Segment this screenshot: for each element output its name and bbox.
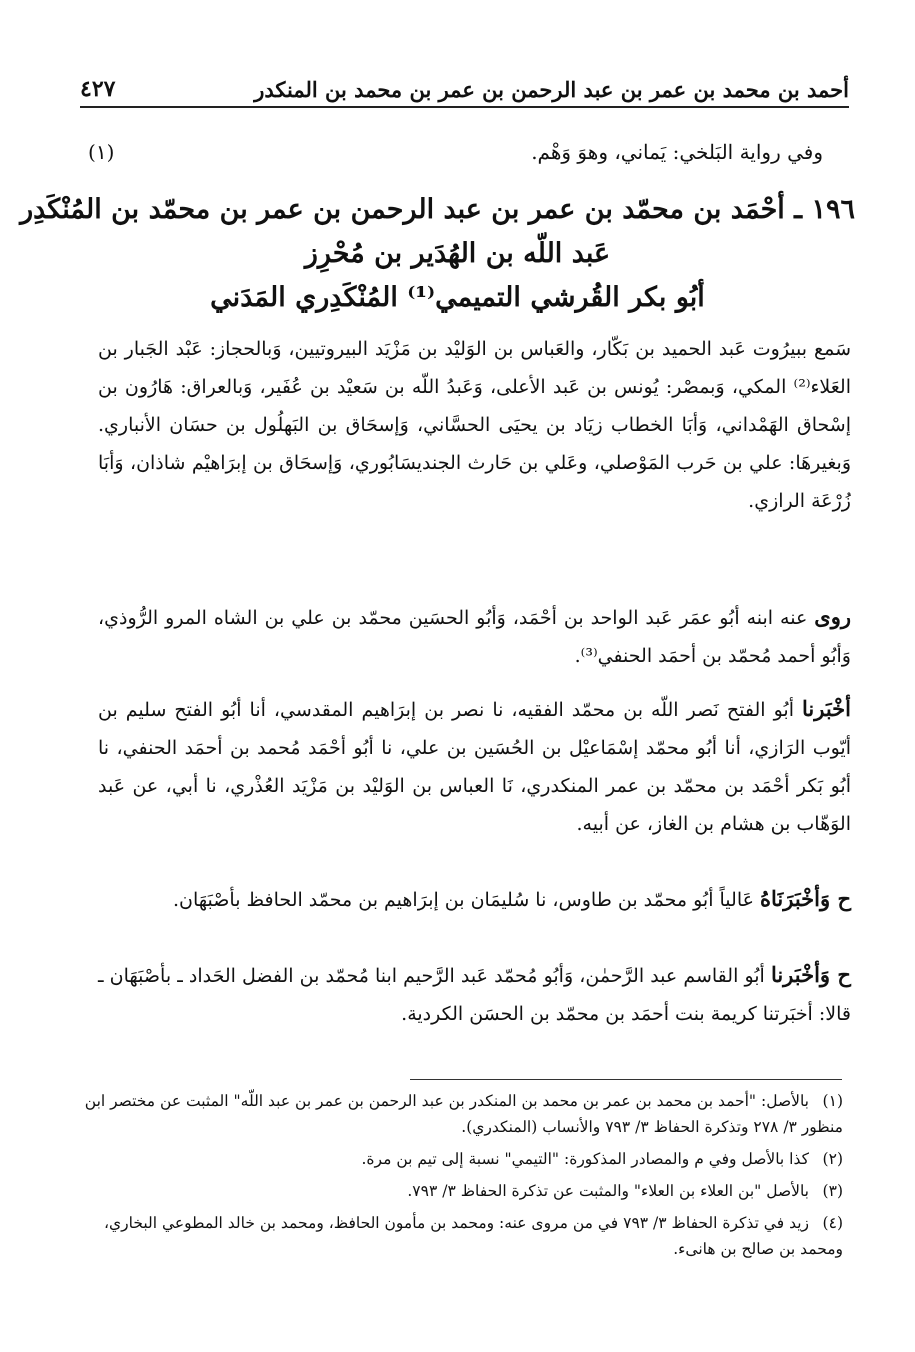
footnote-text: زيد في تذكرة الحفاظ ٣/ ٧٩٣ في من مروى عنه: ومحمد بن مأمون الحافظ، ومحمد بن خالد المطوعي البخاري، ومحمد بن صالح بن هانىء. bbox=[104, 1214, 843, 1258]
entry-title-line-2: عَبد اللّه بن الهُدَير بن مُحْرِز bbox=[304, 238, 611, 269]
footnote bbox=[82, 1178, 843, 1204]
page-number: ٤٢٧ bbox=[80, 76, 116, 102]
footnote-number: (٣) bbox=[822, 1182, 843, 1200]
footnote-divider bbox=[410, 1079, 842, 1080]
footnote-text: بالأصل: "أحمد بن محمد بن عمر بن محمد بن المنكدر بن عبد الرحمن بن عمر بن عبد اللّه" المثبت عن مختصر ابن منظور ٣/ ٢٧٨ وتذكرة الحفاظ ٣/ ٧٩٣ والأنساب (المنكدري). bbox=[84, 1092, 843, 1136]
top-continuation-note bbox=[88, 140, 823, 174]
paragraph-lead: ح وَأخْبَرنا bbox=[770, 962, 851, 987]
paragraph-narrators bbox=[98, 598, 851, 675]
footnotes bbox=[82, 1088, 843, 1268]
footnote bbox=[82, 1088, 843, 1140]
footnote-text: بالأصل "بن العلاء بن العلاء" والمثبت عن تذكرة الحفاظ ٣/ ٧٩٣. bbox=[407, 1182, 809, 1200]
paragraph-body: أبُو الفتح نَصر اللّه بن محمّد الفقيه، نا نصر بن إبرَاهيم المقدسي، أنا أبُو الفتح سليم بن أيّوب الرَازي، أنا أبُو محمّد إسْمَاعيْل بن الحُسَين بن علي، نا أبُو أحْمَد مُحمد بن أحمَد الحنفي، نا أبُو بَكر أحْمَد بن محمّد بن عمر المنكدري، نَا العباس بن الوَليْد بن مَزْيَد العُذْري، نا أبي، عن عَبد الوَهّاب بن هشام بن الغاز، عن أبيه. bbox=[98, 699, 851, 835]
footnote-number: (١) bbox=[822, 1092, 843, 1110]
paragraph-teachers: سَمع ببيرُوت عَبد الحميد بن بَكّار، والعَباس بن الوَليْد بن مَزْيَد البيروتيين، وَبالحجاز: عَبْد الجَبار بن العَلاء⁽²⁾ المكي، وَبمصْر: يُونس بن عَبد الأعلى، وَعَبدُ اللّه بن سَعيْد بن عُفَير، وَبالعراق: هَارُون بن إسْحاق الهَمْداني، وَأبَا الخطاب زيَاد بن يحيَى الحسَّاني، وَإسحَاق بن البَهلُول بن حسَان الأنباري. وَبغيرهَا: علي بن حَرب المَوْصلي، وعَلي بن حَارث الجنديسَابُوري، وَإسحَاق بن إبرَاهيْم شاذان، وَأبَا زُرْعَة الرازي. bbox=[98, 338, 851, 512]
paragraph-lead: ح وَأخْبَرَنَاهُ bbox=[760, 886, 851, 911]
paragraph-isnad-3 bbox=[98, 956, 851, 1033]
footnote-text: كذا بالأصل وفي م والمصادر المذكورة: "التيمي" نسبة إلى تيم بن مرة. bbox=[361, 1150, 809, 1168]
entry-title-line-3: أبُو بكر القُرشي التميمي⁽¹⁾ المُنْكَدِري المَدَني bbox=[210, 282, 705, 313]
running-title: أحمد بن محمد بن عمر بن عبد الرحمن بن عمر بن محمد بن المنكدر bbox=[254, 77, 849, 102]
footnote bbox=[82, 1210, 843, 1262]
footnote bbox=[82, 1146, 843, 1172]
paragraph-body: عَالياً أبُو محمّد بن طاوس، نا سُليمَان بن إبرَاهيم بن محمّد الحافظ بأصْبَهَان. bbox=[173, 889, 760, 911]
paragraph-body: أبُو القاسم عبد الرَّحمٰن، وَأبُو مُحمّد عَبد الرَّحيم ابنا مُحمّد بن الفضل الحَداد ـ بأصْبَهَان ـ قالا: أخبَرتنا كريمة بنت أحمَد بن محمّد بن الحسَن الكردية. bbox=[98, 965, 851, 1025]
entry-title bbox=[20, 188, 855, 320]
footnote-number: (٢) bbox=[822, 1150, 843, 1168]
paragraph-lead: روى bbox=[814, 604, 851, 629]
paragraph-lead: أخْبَرنا bbox=[802, 696, 851, 721]
top-note-number: (١) bbox=[88, 140, 115, 164]
paragraph-body: عنه ابنه أبُو عمَر عَبد الواحد بن أحْمَد، وَأبُو الحسَين محمّد بن علي بن الشاه المرو الرُّوذي، وَأبُو أحمد مُحمّد بن أحمَد الحنفي⁽³⁾. bbox=[98, 607, 851, 667]
page-header bbox=[80, 66, 849, 108]
footnote-number: (٤) bbox=[822, 1214, 843, 1232]
paragraph-isnad-1 bbox=[98, 690, 851, 843]
top-note-text: وفي رواية البَلخي: يَماني، وهوَ وَهْم. bbox=[531, 140, 823, 164]
entry-title-line-1: ١٩٦ ـ أحْمَد بن محمّد بن عمر بن عبد الرحمن بن عمر بن محمّد بن المُنْكَدِر bbox=[20, 194, 855, 225]
paragraph-isnad-2 bbox=[98, 880, 851, 919]
